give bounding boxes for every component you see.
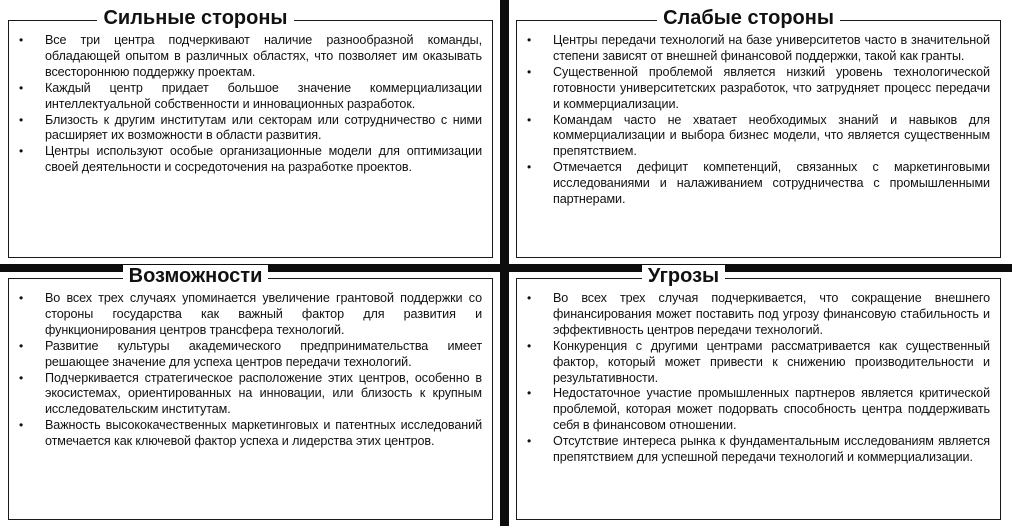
list-item: • Отмечается дефицит компетенций, связанных с маркетинговыми исследованиями и налаживанием сотрудничества с промышленными партнерами. bbox=[523, 160, 990, 208]
list-item: • Центры используют особые организационные модели для оптимизации своей деятельности и сосредоточения на разработке проектов. bbox=[15, 144, 482, 176]
vertical-divider-bar bbox=[500, 0, 509, 526]
list-item: • Отсутствие интереса рынка к фундаментальным исследованиям является препятствием для успешной передачи технологий и коммерциализации. bbox=[523, 434, 990, 466]
list-item: • Развитие культуры академического предпринимательства имеет решающее значение для успеха центров передачи технологий. bbox=[15, 339, 482, 371]
list-item: • Конкуренция с другими центрами рассматривается как существенный фактор, который может привести к снижению производительности и результативности. bbox=[523, 339, 990, 387]
opportunities-title: Возможности bbox=[9, 265, 492, 287]
threats-title: Угрозы bbox=[517, 265, 1000, 287]
list-item: • Подчеркивается стратегическое расположение этих центров, особенно в экосистемах, ориентированных на инновации, или близость к крупным исследовательским институтам. bbox=[15, 371, 482, 419]
list-item: • Близость к другим институтам или секторам или сотрудничество с ними расширяет их возможности в области развития. bbox=[15, 113, 482, 145]
list-item: • Во всех трех случаях упоминается увеличение грантовой поддержки со стороны государства как важный фактор для развития и функционирования центров трансфера технологий. bbox=[15, 291, 482, 339]
list-item: • Важность высококачественных маркетинговых и патентных исследований отмечается как ключевой фактор успеха и лидерства этих центров. bbox=[15, 418, 482, 450]
weaknesses-title: Слабые стороны bbox=[517, 7, 1000, 29]
list-item: • Недостаточное участие промышленных партнеров является критической проблемой, которая может подорвать способность центра поддерживать себя в финансовом отношении. bbox=[523, 386, 990, 434]
threats-list bbox=[517, 279, 1000, 466]
list-item: • Во всех трех случая подчеркивается, что сокращение внешнего финансирования может поставить под угрозу финансовую стабильность и эффективность центров передачи технологий. bbox=[523, 291, 990, 339]
list-item: • Все три центра подчеркивают наличие разнообразной команды, обладающей опытом в различных областях, что позволяет им оказывать всестороннюю поддержку проектам. bbox=[15, 33, 482, 81]
list-item: • Центры передачи технологий на базе университетов часто в значительной степени зависят от внешней финансовой поддержки, такой как гранты. bbox=[523, 33, 990, 65]
list-item: • Каждый центр придает большое значение коммерциализации интеллектуальной собственности и инновационных разработок. bbox=[15, 81, 482, 113]
opportunities-list bbox=[9, 279, 492, 450]
strengths-quadrant bbox=[8, 7, 493, 258]
strengths-list bbox=[9, 21, 492, 176]
weaknesses-list bbox=[517, 21, 1000, 208]
opportunities-quadrant bbox=[8, 265, 493, 520]
list-item: • Существенной проблемой является низкий уровень технологической готовности университетских разработок, что затрудняет процесс передачи и коммерциализации. bbox=[523, 65, 990, 113]
list-item: • Командам часто не хватает необходимых знаний и навыков для коммерциализации и выбора бизнес модели, что является существенным препятствием. bbox=[523, 113, 990, 161]
weaknesses-quadrant bbox=[516, 7, 1001, 258]
threats-quadrant bbox=[516, 265, 1001, 520]
strengths-title: Сильные стороны bbox=[9, 7, 492, 29]
